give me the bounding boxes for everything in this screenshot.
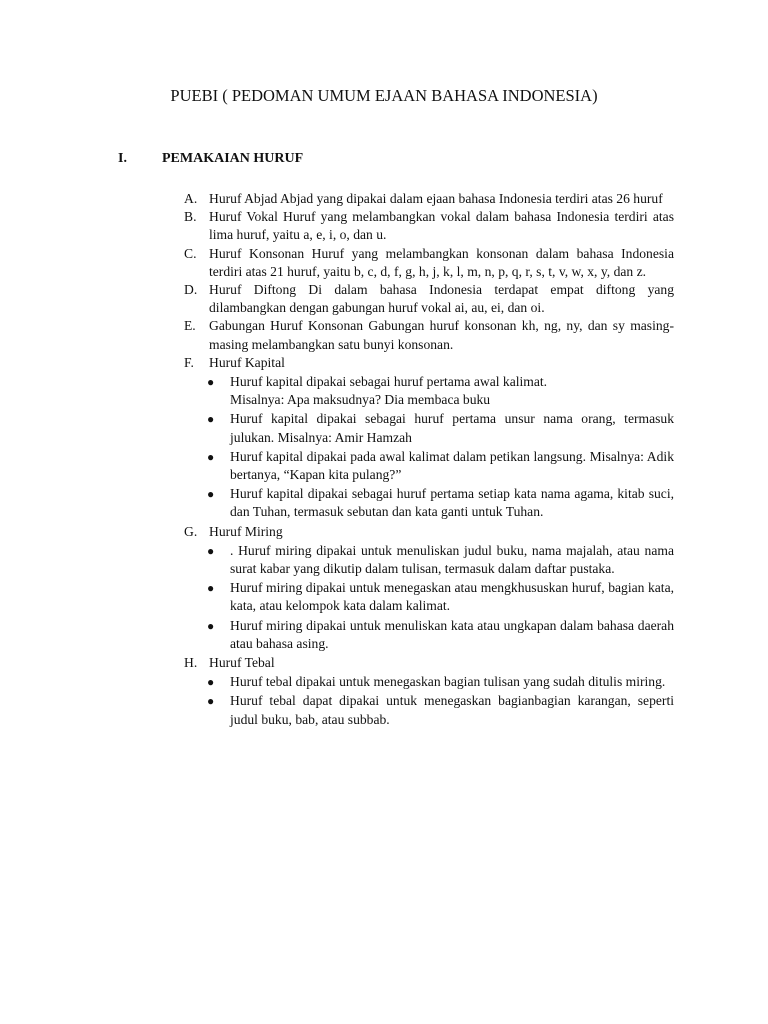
item-text: Huruf Vokal Huruf yang melambangkan vokal dalam bahasa Indonesia terdiri atas lima huruf, yaitu a, e, i, o, dan u. [209, 209, 674, 243]
item-text: Huruf Kapital [209, 354, 285, 370]
bullet-text: . Huruf miring dipakai untuk menuliskan judul buku, nama majalah, atau nama surat kabar yang dikutip dalam tulisan, termasuk dalam daftar pustaka. [230, 542, 674, 577]
bullet-text: Huruf miring dipakai untuk menuliskan kata atau ungkapan dalam bahasa daerah atau bahasa asing. [230, 617, 674, 651]
bullet-item [184, 485, 674, 521]
bullet-item [184, 617, 674, 653]
item-letter: A. [184, 191, 198, 206]
item-text: Huruf Konsonan Huruf yang melambangkan konsonan dalam bahasa Indonesia terdiri atas 21 huruf, yaitu b, c, d, f, g, h, j, k, l, m, n, p, q, r, s, t, v, w, x, y, dan z. [209, 245, 674, 279]
item-text: Gabungan Huruf Konsonan Gabungan huruf konsonan kh, ng, ny, dan sy masing-masing melambangkan satu bunyi konsonan. [209, 318, 674, 352]
bullet-item [184, 373, 674, 409]
item-letter: B. [184, 209, 197, 225]
bullet-icon: ● [207, 675, 215, 690]
bullet-text: Huruf kapital dipakai sebagai huruf pertama unsur nama orang, termasuk julukan. Misalnya: Amir Hamzah [230, 411, 674, 445]
item-text: Huruf Diftong Di dalam bahasa Indonesia terdapat empat diftong yang dilambangkan dengan gabungan huruf vokal ai, au, ei, dan oi. [209, 282, 674, 316]
list-item [184, 317, 674, 353]
bullet-icon: ● [207, 487, 215, 502]
bullet-item [184, 410, 674, 446]
bullet-icon: ● [207, 618, 215, 633]
list-item [184, 354, 674, 372]
item-letter: C. [184, 245, 197, 261]
list-item [184, 190, 674, 208]
item-list [184, 190, 674, 730]
list-item [184, 654, 674, 672]
bullet-icon: ● [207, 412, 215, 427]
bullet-item [184, 448, 674, 484]
bullet-icon: ● [207, 694, 215, 709]
bullet-text: Huruf kapital dipakai pada awal kalimat dalam petikan langsung. Misalnya: Adik bertanya, “Kapan kita pulang?” [230, 448, 674, 483]
bullet-text: Huruf kapital dipakai sebagai huruf pertama awal kalimat. [230, 374, 548, 390]
section-title: PEMAKAIAN HURUF [162, 151, 304, 166]
bullet-icon: ● [207, 581, 215, 596]
bullet-icon: ● [207, 543, 215, 558]
bullet-item [184, 692, 674, 728]
item-letter: D. [184, 282, 198, 298]
bullet-list [184, 673, 674, 729]
bullet-list [184, 542, 674, 653]
list-item [184, 245, 674, 281]
bullet-example: Misalnya: Apa maksudnya? Dia membaca buku [230, 392, 491, 408]
bullet-item [184, 673, 674, 691]
bullet-item [184, 579, 674, 615]
list-item [184, 208, 674, 244]
item-text: Huruf Tebal [209, 655, 275, 671]
section-number: I. [118, 151, 127, 166]
bullet-text: Huruf miring dipakai untuk menegaskan atau mengkhususkan huruf, bagian kata, kata, atau kelompok kata dalam kalimat. [230, 580, 674, 614]
item-text: Huruf Miring [209, 523, 283, 539]
item-text: Huruf Abjad Abjad yang dipakai dalam ejaan bahasa Indonesia terdiri atas 26 huruf [209, 191, 663, 206]
document-title: PUEBI ( PEDOMAN UMUM EJAAN BAHASA INDONESIA) [170, 86, 598, 105]
bullet-text: Huruf tebal dapat dipakai untuk menegaskan bagianbagian karangan, seperti judul buku, bab, atau subbab. [230, 693, 674, 727]
bullet-list [184, 373, 674, 522]
bullet-icon: ● [207, 375, 215, 390]
list-item [184, 523, 674, 541]
bullet-icon: ● [207, 449, 215, 464]
bullet-item [184, 542, 674, 578]
bullet-text: Huruf tebal dipakai untuk menegaskan bagian tulisan yang sudah ditulis miring. [230, 674, 666, 690]
section-heading [118, 150, 303, 168]
list-item [184, 281, 674, 317]
item-letter: F. [184, 354, 194, 370]
bullet-text: Huruf kapital dipakai sebagai huruf pertama setiap kata nama agama, kitab suci, dan Tuhan, termasuk sebutan dan kata ganti untuk Tuhan. [230, 486, 674, 520]
item-letter: E. [184, 318, 196, 334]
item-letter: G. [184, 523, 198, 539]
item-letter: H. [184, 655, 198, 671]
